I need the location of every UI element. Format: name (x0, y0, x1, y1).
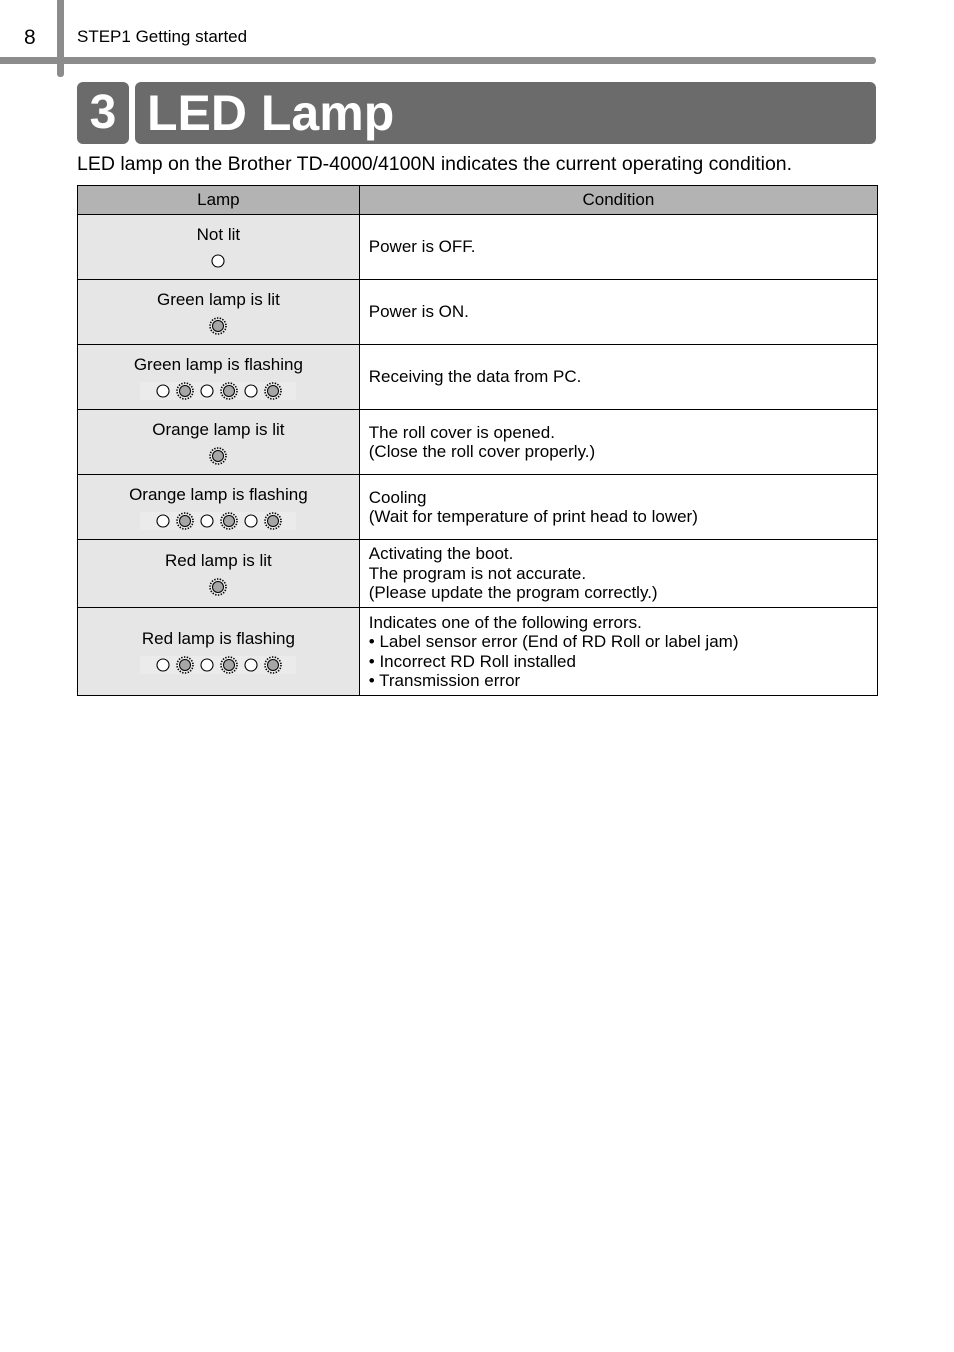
lamp-label: Green lamp is lit (156, 289, 280, 309)
table-row (78, 410, 878, 475)
lamp-on-icon (176, 656, 194, 674)
lamp-label: Orange lamp is flashing (129, 484, 308, 504)
lamp-off-icon (198, 382, 216, 400)
lamp-off-icon (154, 382, 172, 400)
column-header-lamp: Lamp (78, 186, 360, 215)
lamp-on-icon (176, 382, 194, 400)
condition-cell (359, 345, 877, 410)
lamp-off-icon (242, 512, 260, 530)
condition-line: • Incorrect RD Roll installed (368, 651, 576, 671)
lamp-on-icon (264, 382, 282, 400)
condition-line: (Wait for temperature of print head to lower) (368, 507, 698, 526)
condition-cell (359, 410, 877, 475)
lamp-cell (78, 540, 360, 608)
section-number: 3 (77, 82, 129, 144)
lamp-cell (78, 215, 360, 280)
lamp-indicator-icons (78, 317, 359, 335)
lamp-label: Orange lamp is lit (152, 419, 285, 439)
lamp-indicator-icons (140, 656, 296, 674)
lamp-label: Red lamp is flashing (141, 629, 295, 648)
lamp-on-icon (209, 317, 227, 335)
lamp-indicator-icons (140, 382, 296, 400)
running-head: STEP1 Getting started (77, 27, 248, 46)
table-row (78, 608, 878, 696)
lamp-on-icon (220, 512, 238, 530)
lamp-off-icon (154, 512, 172, 530)
condition-cell (359, 608, 877, 696)
condition-line: Power is OFF. (368, 237, 476, 257)
condition-line: The program is not accurate. (368, 563, 587, 583)
condition-cell (359, 475, 877, 540)
lamp-off-icon (198, 656, 216, 674)
header-vertical-rule (57, 0, 64, 77)
lamp-cell (78, 280, 360, 345)
lamp-on-icon (220, 656, 238, 674)
column-header-condition: Condition (359, 186, 877, 215)
condition-cell (359, 215, 877, 280)
lamp-on-icon (264, 512, 282, 530)
condition-line: Power is ON. (368, 302, 469, 322)
condition-line: Indicates one of the following errors. (368, 612, 642, 632)
lamp-label: Green lamp is flashing (133, 354, 303, 374)
lamp-off-icon (209, 252, 227, 270)
condition-line: Cooling (368, 487, 427, 507)
table-row (78, 280, 878, 345)
lamp-on-icon (209, 578, 227, 596)
lamp-indicator-icons (78, 252, 359, 270)
lamp-indicator-icons (78, 578, 359, 596)
lamp-label: Not lit (196, 224, 241, 244)
table-row (78, 345, 878, 410)
lamp-on-icon (176, 512, 194, 530)
page-number: 8 (24, 26, 36, 49)
condition-line: • Label sensor error (End of RD Roll or label jam) (368, 632, 739, 651)
lamp-indicator-icons (78, 447, 359, 465)
lamp-cell (78, 345, 360, 410)
lamp-on-icon (220, 382, 238, 400)
condition-line: (Please update the program correctly.) (368, 583, 658, 603)
condition-line: The roll cover is opened. (368, 422, 555, 442)
lamp-off-icon (242, 656, 260, 674)
lamp-label: Red lamp is lit (165, 551, 272, 570)
table-row (78, 475, 878, 540)
lamp-off-icon (154, 656, 172, 674)
lamp-cell (78, 608, 360, 696)
condition-line: Receiving the data from PC. (368, 367, 582, 387)
condition-line: (Close the roll cover properly.) (368, 442, 596, 461)
condition-line: Activating the boot. (368, 544, 514, 564)
table-row (78, 540, 878, 608)
intro-paragraph: LED lamp on the Brother TD-4000/4100N indicates the current operating condition. (77, 153, 793, 175)
lamp-on-icon (264, 656, 282, 674)
led-lamp-table (77, 185, 878, 696)
table-header-row (78, 186, 878, 215)
lamp-off-icon (198, 512, 216, 530)
header-horizontal-rule (0, 57, 876, 64)
lamp-on-icon (209, 447, 227, 465)
condition-cell (359, 540, 877, 608)
lamp-indicator-icons (140, 512, 296, 530)
section-title: LED Lamp (135, 82, 876, 144)
lamp-cell (78, 475, 360, 540)
lamp-cell (78, 410, 360, 475)
condition-line: • Transmission error (368, 671, 521, 690)
condition-cell (359, 280, 877, 345)
table-row (78, 215, 878, 280)
lamp-off-icon (242, 382, 260, 400)
